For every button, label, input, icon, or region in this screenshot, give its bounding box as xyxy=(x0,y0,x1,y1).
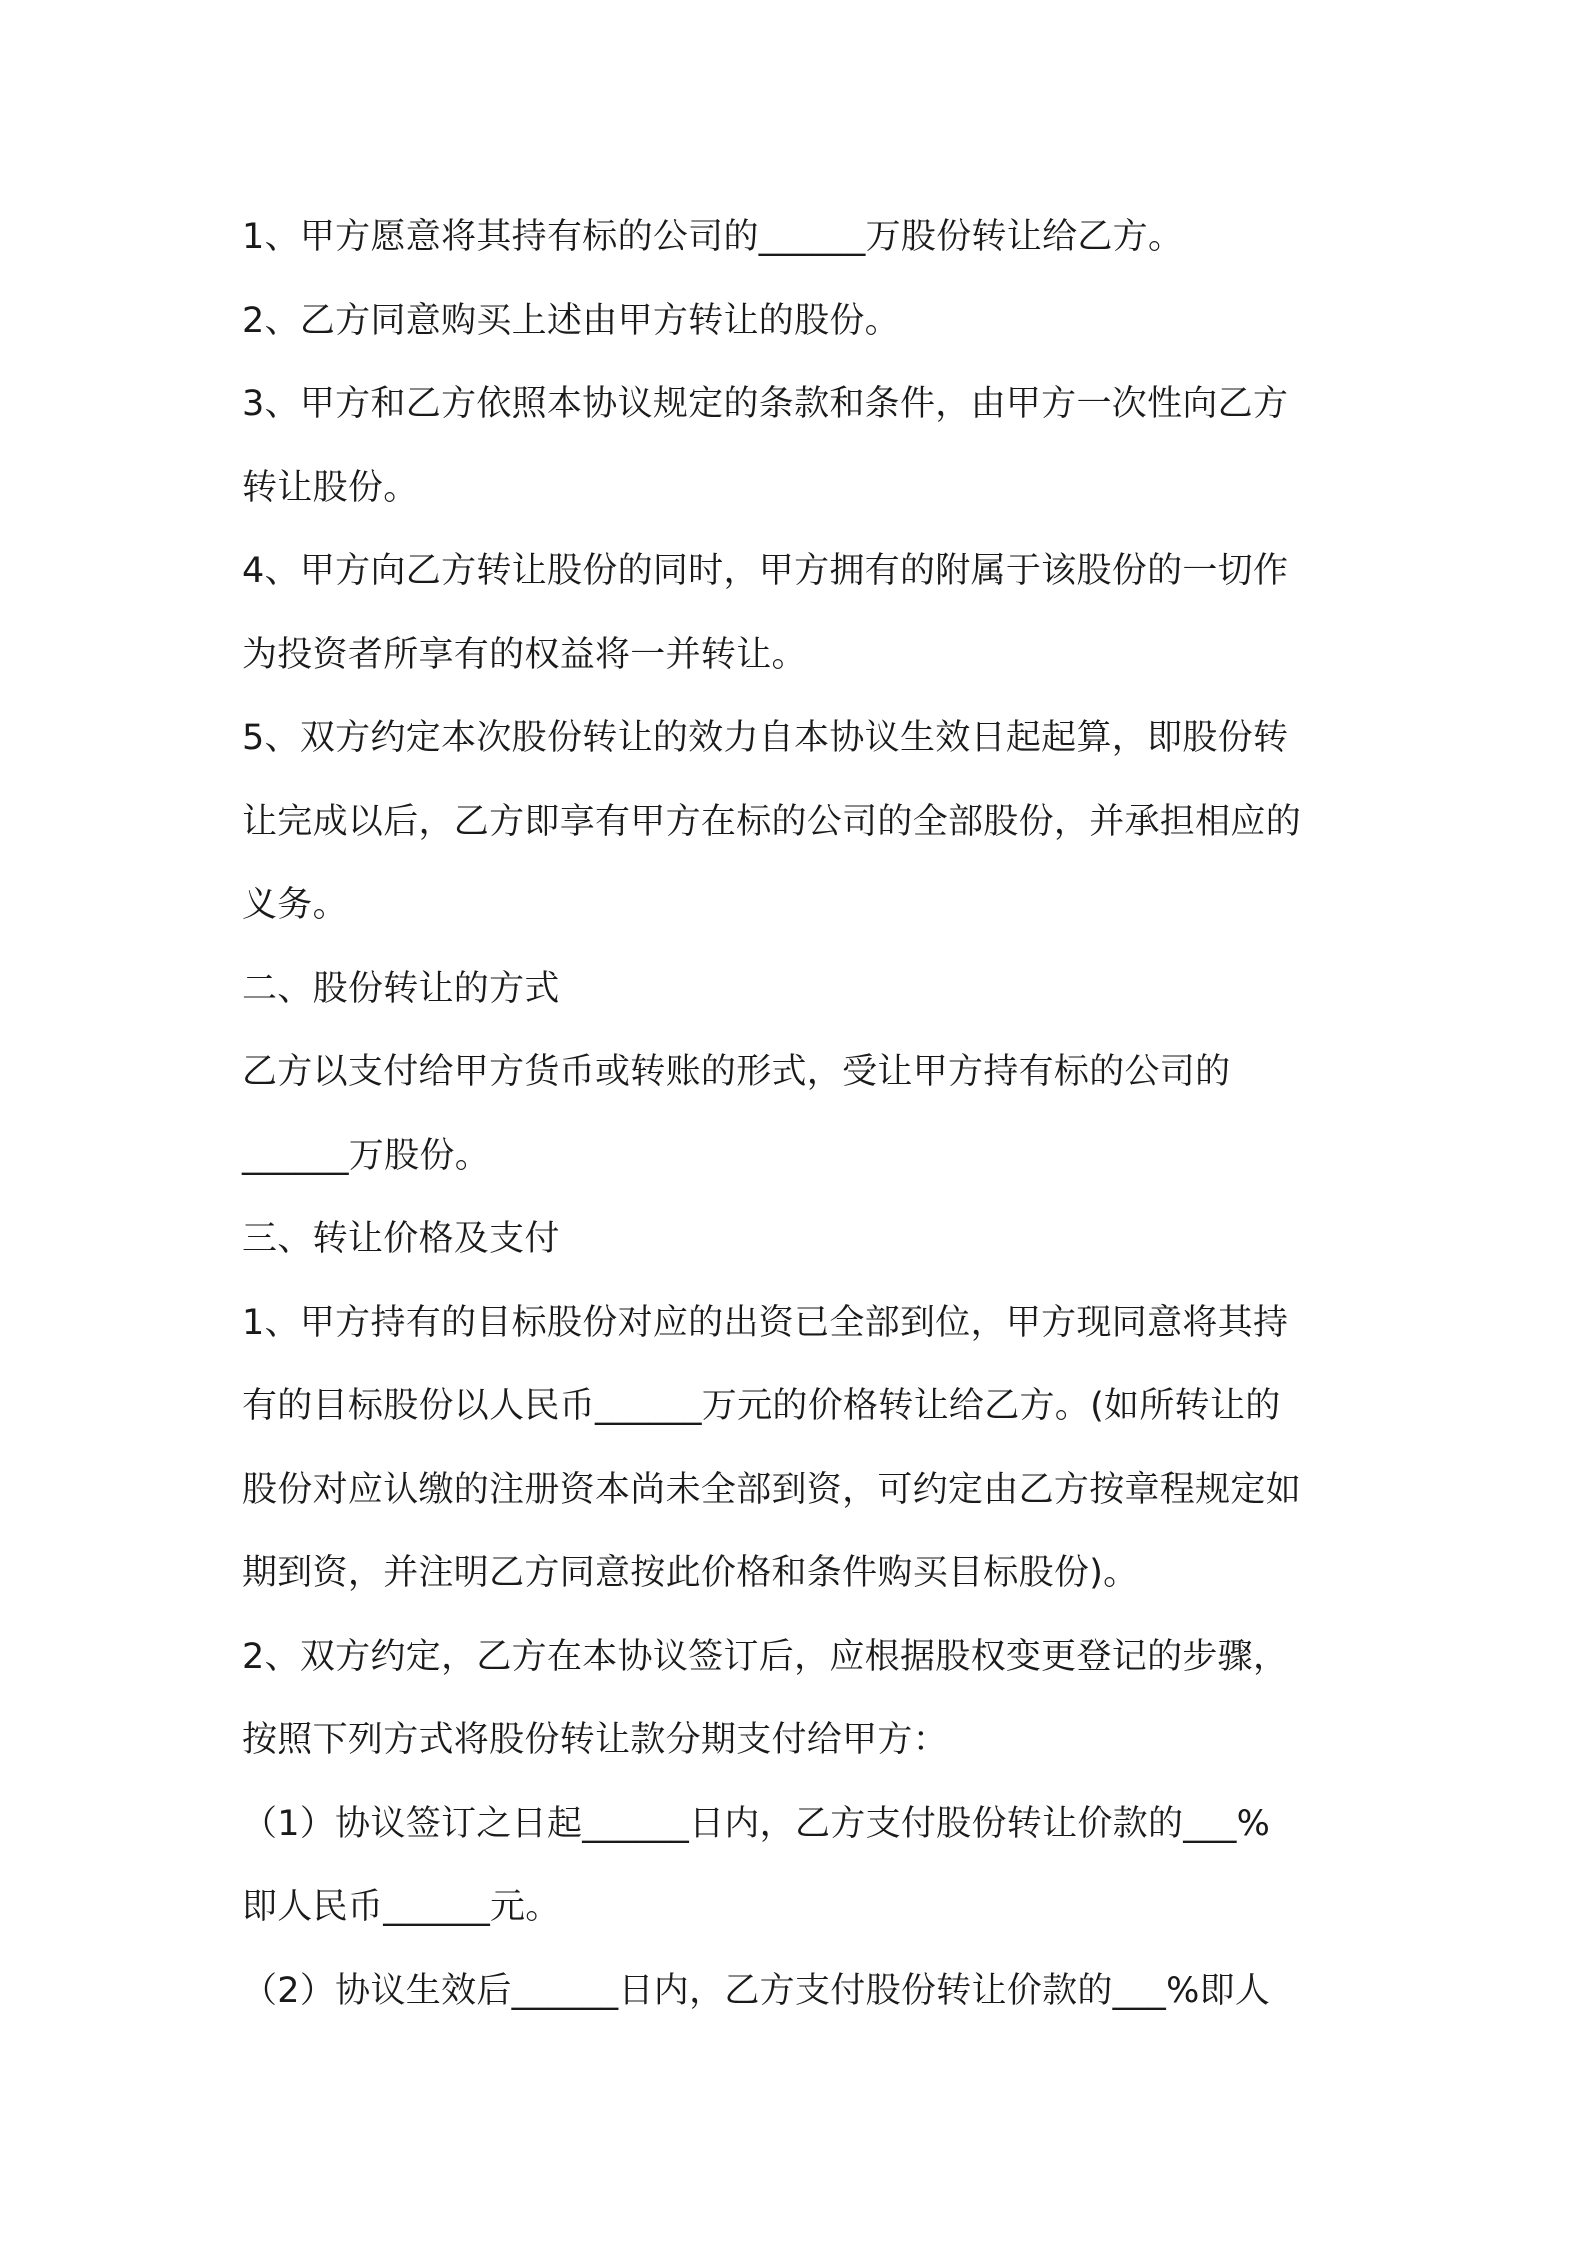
payment-item-2: （2）协议生效后______日内，乙方支付股份转让价款的___%即人 xyxy=(242,1970,1271,2011)
clause-1-3: 3、甲方和乙方依照本协议规定的条款和条件，由甲方一次性向乙方 xyxy=(242,384,1289,424)
clause-1-4-cont: 为投资者所享有的权益将一并转让。 xyxy=(242,634,807,675)
section-3-heading: 三、转让价格及支付 xyxy=(242,1219,560,1259)
clause-1-2: 2、乙方同意购买上述由甲方转让的股份。 xyxy=(242,300,900,341)
payment-item-1-cont: 即人民币______元。 xyxy=(242,1887,561,1927)
clause-1-1: 1、甲方愿意将其持有标的公司的______万股份转让给乙方。 xyxy=(242,217,1184,257)
clause-1-4: 4、甲方向乙方转让股份的同时，甲方拥有的附属于该股份的一切作 xyxy=(242,551,1289,591)
clause-3-1-cont-2: 股份对应认缴的注册资本尚未全部到资，可约定由乙方按章程规定如 xyxy=(242,1469,1302,1510)
clause-1-3-cont: 转让股份。 xyxy=(242,467,419,508)
clause-3-1-cont: 有的目标股份以人民币______万元的价格转让给乙方。(如所转让的 xyxy=(242,1386,1281,1426)
document-body xyxy=(242,196,1362,2033)
section-2-text-cont: ______万股份。 xyxy=(242,1135,491,1176)
clause-3-1: 1、甲方持有的目标股份对应的出资已全部到位，甲方现同意将其持 xyxy=(242,1302,1289,1343)
clause-3-1-cont-3: 期到资，并注明乙方同意按此价格和条件购买目标股份)。 xyxy=(242,1553,1139,1593)
clause-1-5-cont-2: 义务。 xyxy=(242,885,348,925)
section-2-heading: 二、股份转让的方式 xyxy=(242,968,560,1009)
payment-item-1: （1）协议签订之日起______日内，乙方支付股份转让价款的___% xyxy=(242,1803,1271,1844)
clause-1-5-cont: 让完成以后，乙方即享有甲方在标的公司的全部股份，并承担相应的 xyxy=(242,801,1302,842)
clause-3-2: 2、双方约定，乙方在本协议签订后，应根据股权变更登记的步骤， xyxy=(242,1636,1289,1677)
clause-1-5: 5、双方约定本次股份转让的效力自本协议生效日起起算，即股份转 xyxy=(242,718,1289,758)
clause-3-2-cont: 按照下列方式将股份转让款分期支付给甲方： xyxy=(242,1720,949,1760)
section-2-text: 乙方以支付给甲方货币或转账的形式，受让甲方持有标的公司的 xyxy=(242,1052,1231,1092)
